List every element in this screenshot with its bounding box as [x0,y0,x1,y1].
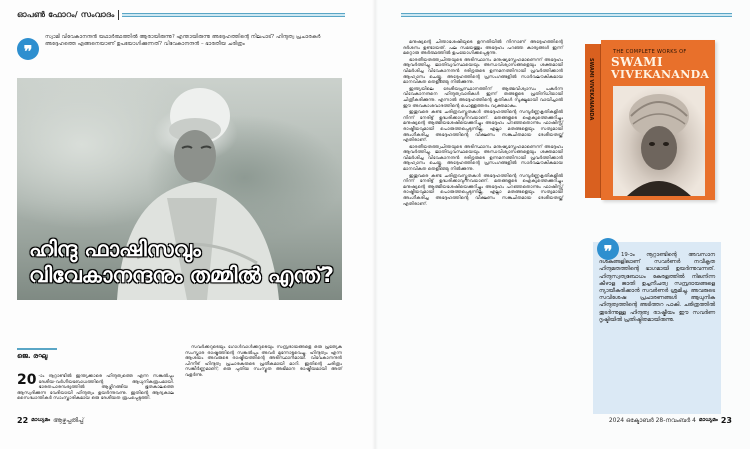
section-label: ഓപൺ ഫോറം/ സംവാദം [17,10,115,19]
body-paragraph: സവർക്കറുടെയും ഗോൾവാൾക്കറുടെയും സമ്പ്രദായങ്ങളെ ഒരു പ്രത്യേക സംസ്കാര രാഷ്ട്രത്തിന്റെ സങ്കൽപ്പം അവർ മുന്നോട്ടുവെച്ചു. ഹിന്ദുത്വം എന്ന ആശയം അവരുടെ രാഷ്ട്രീയത്തിന്റെ അടിസ്ഥാനമായി. വിവേകാനന്ദൻ പിന്നീട് ഹിന്ദുത്വ പ്രചാരകരുടെ പ്രതീകമായി മാറി. ഇതിന്റെ ചരിത്രം സങ്കീർണ്ണമാണ്; ഒരു പുതിയ സംസ്കൃത അഭിമാന രാഷ്ട്രീയമായി അത് വളർന്നു. [185,345,342,378]
body-paragraph: ഭാരതീയതത്ത്വചിന്തയുടെ അടിസ്ഥാനം മനുഷ്യസ്നേഹമാണെന്ന് അദ്ദേഹം ആവർത്തിച്ചു. ജാതിവ്യവസ്ഥയെയും അന്ധവിശ്വാസങ്ങളെയും ശക്തമായി വിമർശിച്ച വിവേകാനന്ദൻ ദരിദ്രരുടെ ഉന്നമനത്തിനായി പ്രവർത്തിക്കാൻ ആഹ്വാനം ചെയ്തു. അദ്ദേഹത്തിന്റെ പ്രസംഗങ്ങളിൽ സാർവലൗകികമായ മാനവികത തെളിഞ്ഞു നിൽക്കുന്നു. [403,144,563,173]
body-column-right [403,40,563,208]
issue-date: 2024 ഒക്ടോബർ 28-നവംബർ 4 [608,416,696,424]
quote-icon: ❞ [597,238,619,260]
book-pretitle: THE COMPLETE WORKS OF [613,49,687,55]
section-header [17,8,345,22]
quote-icon: ❞ [17,38,39,60]
magazine-label: ആഴ്ചപ്പതിപ്പ് [53,416,84,424]
pull-quote-box [593,242,721,414]
body-paragraph: ഇന്ത്യയിലെ ദേശീയപ്രസ്ഥാനത്തിന് ആത്മവിശ്വാസം പകർന്ന വിവേകാനന്ദനെ ഹിന്ദുത്വവാദികൾ ഇന്ന് തങ്ങളുടെ പ്രതിനിധിയായി ചിത്രീകരിക്കുന്നു. എന്നാൽ അദ്ദേഹത്തിന്റെ കൃതികൾ സൂക്ഷ്മമായി വായിച്ചാൽ ഈ അവകാശവാദത്തിന്റെ പൊള്ളത്തരം വ്യക്തമാകും. [403,86,563,109]
book-title-line-1: SWAMI [611,55,664,69]
body-paragraph: ഭാരതീയതത്ത്വചിന്തയുടെ അടിസ്ഥാനം മനുഷ്യസ്നേഹമാണെന്ന് അദ്ദേഹം ആവർത്തിച്ചു. ജാതിവ്യവസ്ഥയെയും അന്ധവിശ്വാസങ്ങളെയും ശക്തമായി വിമർശിച്ച വിവേകാനന്ദൻ ദരിദ്രരുടെ ഉന്നമനത്തിനായി പ്രവർത്തിക്കാൻ ആഹ്വാനം ചെയ്തു. അദ്ദേഹത്തിന്റെ പ്രസംഗങ്ങളിൽ സാർവലൗകികമായ മാനവികത തെളിഞ്ഞു നിൽക്കുന്നു. [403,57,563,86]
right-header [401,8,732,22]
intro-quote [17,34,337,60]
byline-rule [17,348,57,350]
body-column-2 [185,345,342,380]
page-folio-left [17,416,84,425]
right-page [375,0,750,449]
intro-quote-text: സ്വാമി വിവേകാനന്ദൻ യഥാർത്ഥത്തിൽ ആരായിരുന്നു? എന്തായിരുന്നു അദ്ദേഹത്തിന്റെ നിലപാട്? ഹിന്ദുത്വ പ്രചാരകർ അദ്ദേഹത്തെ എങ്ങനെയാണ് ഉപയോഗിക്കുന്നത്? വിവേകാനന്ദൻ – ഭാരതീയ ചരിത്രം [45,34,321,47]
magazine-brand: മാധ്യമം [31,417,51,423]
byline: ജെ. രഘു [17,352,48,360]
book-cover [585,40,715,200]
page-number: 22 [17,416,29,425]
body-paragraph: മനുഷ്യന്റെ ചിന്താശേഷിയുടെ ഉന്നതിയിൽ നിന്നാണ് അദ്ദേഹത്തിന്റെ ദർശനം ഉണ്ടായത്. പല സമയത്തും അദ്ദേഹം പറഞ്ഞ കാര്യങ്ങൾ ഇന്ന് മറ്റൊരു അർത്ഥത്തിൽ ഉപയോഗിക്കപ്പെടുന്നു. [403,40,563,57]
page-folio-right [609,416,732,425]
body-column-1 [17,374,174,402]
magazine-brand: മാധ്യമം [698,417,718,423]
book-front [601,40,715,200]
portrait-icon [613,86,705,196]
page-gutter [372,0,378,449]
headline-line-2: വിവേകാനന്ദനും തമ്മിൽ എന്ത്? [29,263,334,287]
body-paragraph: ഇതുവരെ കണ്ട ചരിത്രവസ്തുതകൾ അദ്ദേഹത്തിന്റെ സമ്പൂർണ്ണകൃതികളിൽ നിന്ന് നേരിട്ട് ഉദ്ധരിക്കാവുന്നവയാണ്. മതങ്ങളുടെ ഐക്യത്തെക്കുറിച്ചും മനുഷ്യന്റെ ആത്മീയശേഷിയെക്കുറിച്ചും അദ്ദേഹം പറഞ്ഞതൊന്നും ഫാഷിസ്റ്റ് രാഷ്ട്രീയവുമായി പൊരുത്തപ്പെടുന്നില്ല. എല്ലാ മതങ്ങളെയും സത്യമായി അംഗീകരിച്ച അദ്ദേഹത്തിന്റെ വീക്ഷണം സങ്കുചിതമായ ദേശീയതയ്ക്ക് എതിരാണ്. [403,173,563,207]
headline-line-1: ഹിന്ദു ഫാഷിസവും [29,237,201,261]
book-title-line-2: VIVEKANANDA [611,68,710,81]
hero-photo [17,78,342,300]
pull-quote-text: 19-ാം നൂറ്റാണ്ടിന്റെ അവസാന ദശകങ്ങളിലാണ് സവർണർ നവീകൃത ഹിന്ദുമതത്തിന്റെ ഭാഗമായി ഉയർന്നുവന്നത്. ഹിന്ദുസ്വത്വബോധം കേരളത്തിൽ നിലനിന്ന കീഴാള ജാതി ഉച്ചനീചത്വ സമ്പ്രദായങ്ങളെ ന്യായീകരിക്കാൻ സവർണർ ശ്രമിച്ചു. അവരുടെ സവിശേഷ പ്രചാരണങ്ങൾ ആധുനിക ഹിന്ദുത്വത്തിന്റെ അടിത്തറ പാകി. ചരിത്രത്തിൽ തുടർന്നുള്ള ഹിന്ദുത്വ രാഷ്ട്രീയം ഈ സവർണ ദൃഷ്ടിയിൽ പ്രതിഷ്ഠിതമായിരുന്നു. [599,252,715,323]
header-rule [401,13,732,17]
book-spine [585,44,601,198]
section-divider [118,10,119,20]
drop-cap: 20 [17,372,37,388]
body-paragraph: ഇതുവരെ കണ്ട ചരിത്രവസ്തുതകൾ അദ്ദേഹത്തിന്റെ സമ്പൂർണ്ണകൃതികളിൽ നിന്ന് നേരിട്ട് ഉദ്ധരിക്കാവുന്നവയാണ്. മതങ്ങളുടെ ഐക്യത്തെക്കുറിച്ചും മനുഷ്യന്റെ ആത്മീയശേഷിയെക്കുറിച്ചും അദ്ദേഹം പറഞ്ഞതൊന്നും ഫാഷിസ്റ്റ് രാഷ്ട്രീയവുമായി പൊരുത്തപ്പെടുന്നില്ല. എല്ലാ മതങ്ങളെയും സത്യമായി അംഗീകരിച്ച അദ്ദേഹത്തിന്റെ വീക്ഷണം സങ്കുചിതമായ ദേശീയതയ്ക്ക് എതിരാണ്. [403,110,563,144]
page-number: 23 [720,416,732,425]
headline [29,236,334,288]
spine-title: SWAMI VIVEKANANDA [588,58,594,121]
header-rule [122,13,345,17]
book-portrait [613,86,705,196]
body-text: -ാം നൂറ്റാണ്ടിൽ ഇന്ത്യക്കാരെ ഹിന്ദുത്വത്തെ എന്ന സങ്കൽപ്പം ദേശീയ-വർഗീയബോധത്തിന്റെ ആധുനികരൂപമായി. ഭാരതപാരമ്പര്യത്തിൽ ആഴ്ന്നിറങ്ങിയ ഭൂതകാലത്തെ ആസ്വദിക്കുന്ന വേദിയായി ഹിന്ദുത്വം ഉയർന്നുവന്നു. ഇതിന്റെ ആദ്യകാല സൈദ്ധാന്തികർ സാംസ്കാരികമായ ഒരു ദേശീയത രൂപപ്പെടുത്തി. [17,374,174,402]
